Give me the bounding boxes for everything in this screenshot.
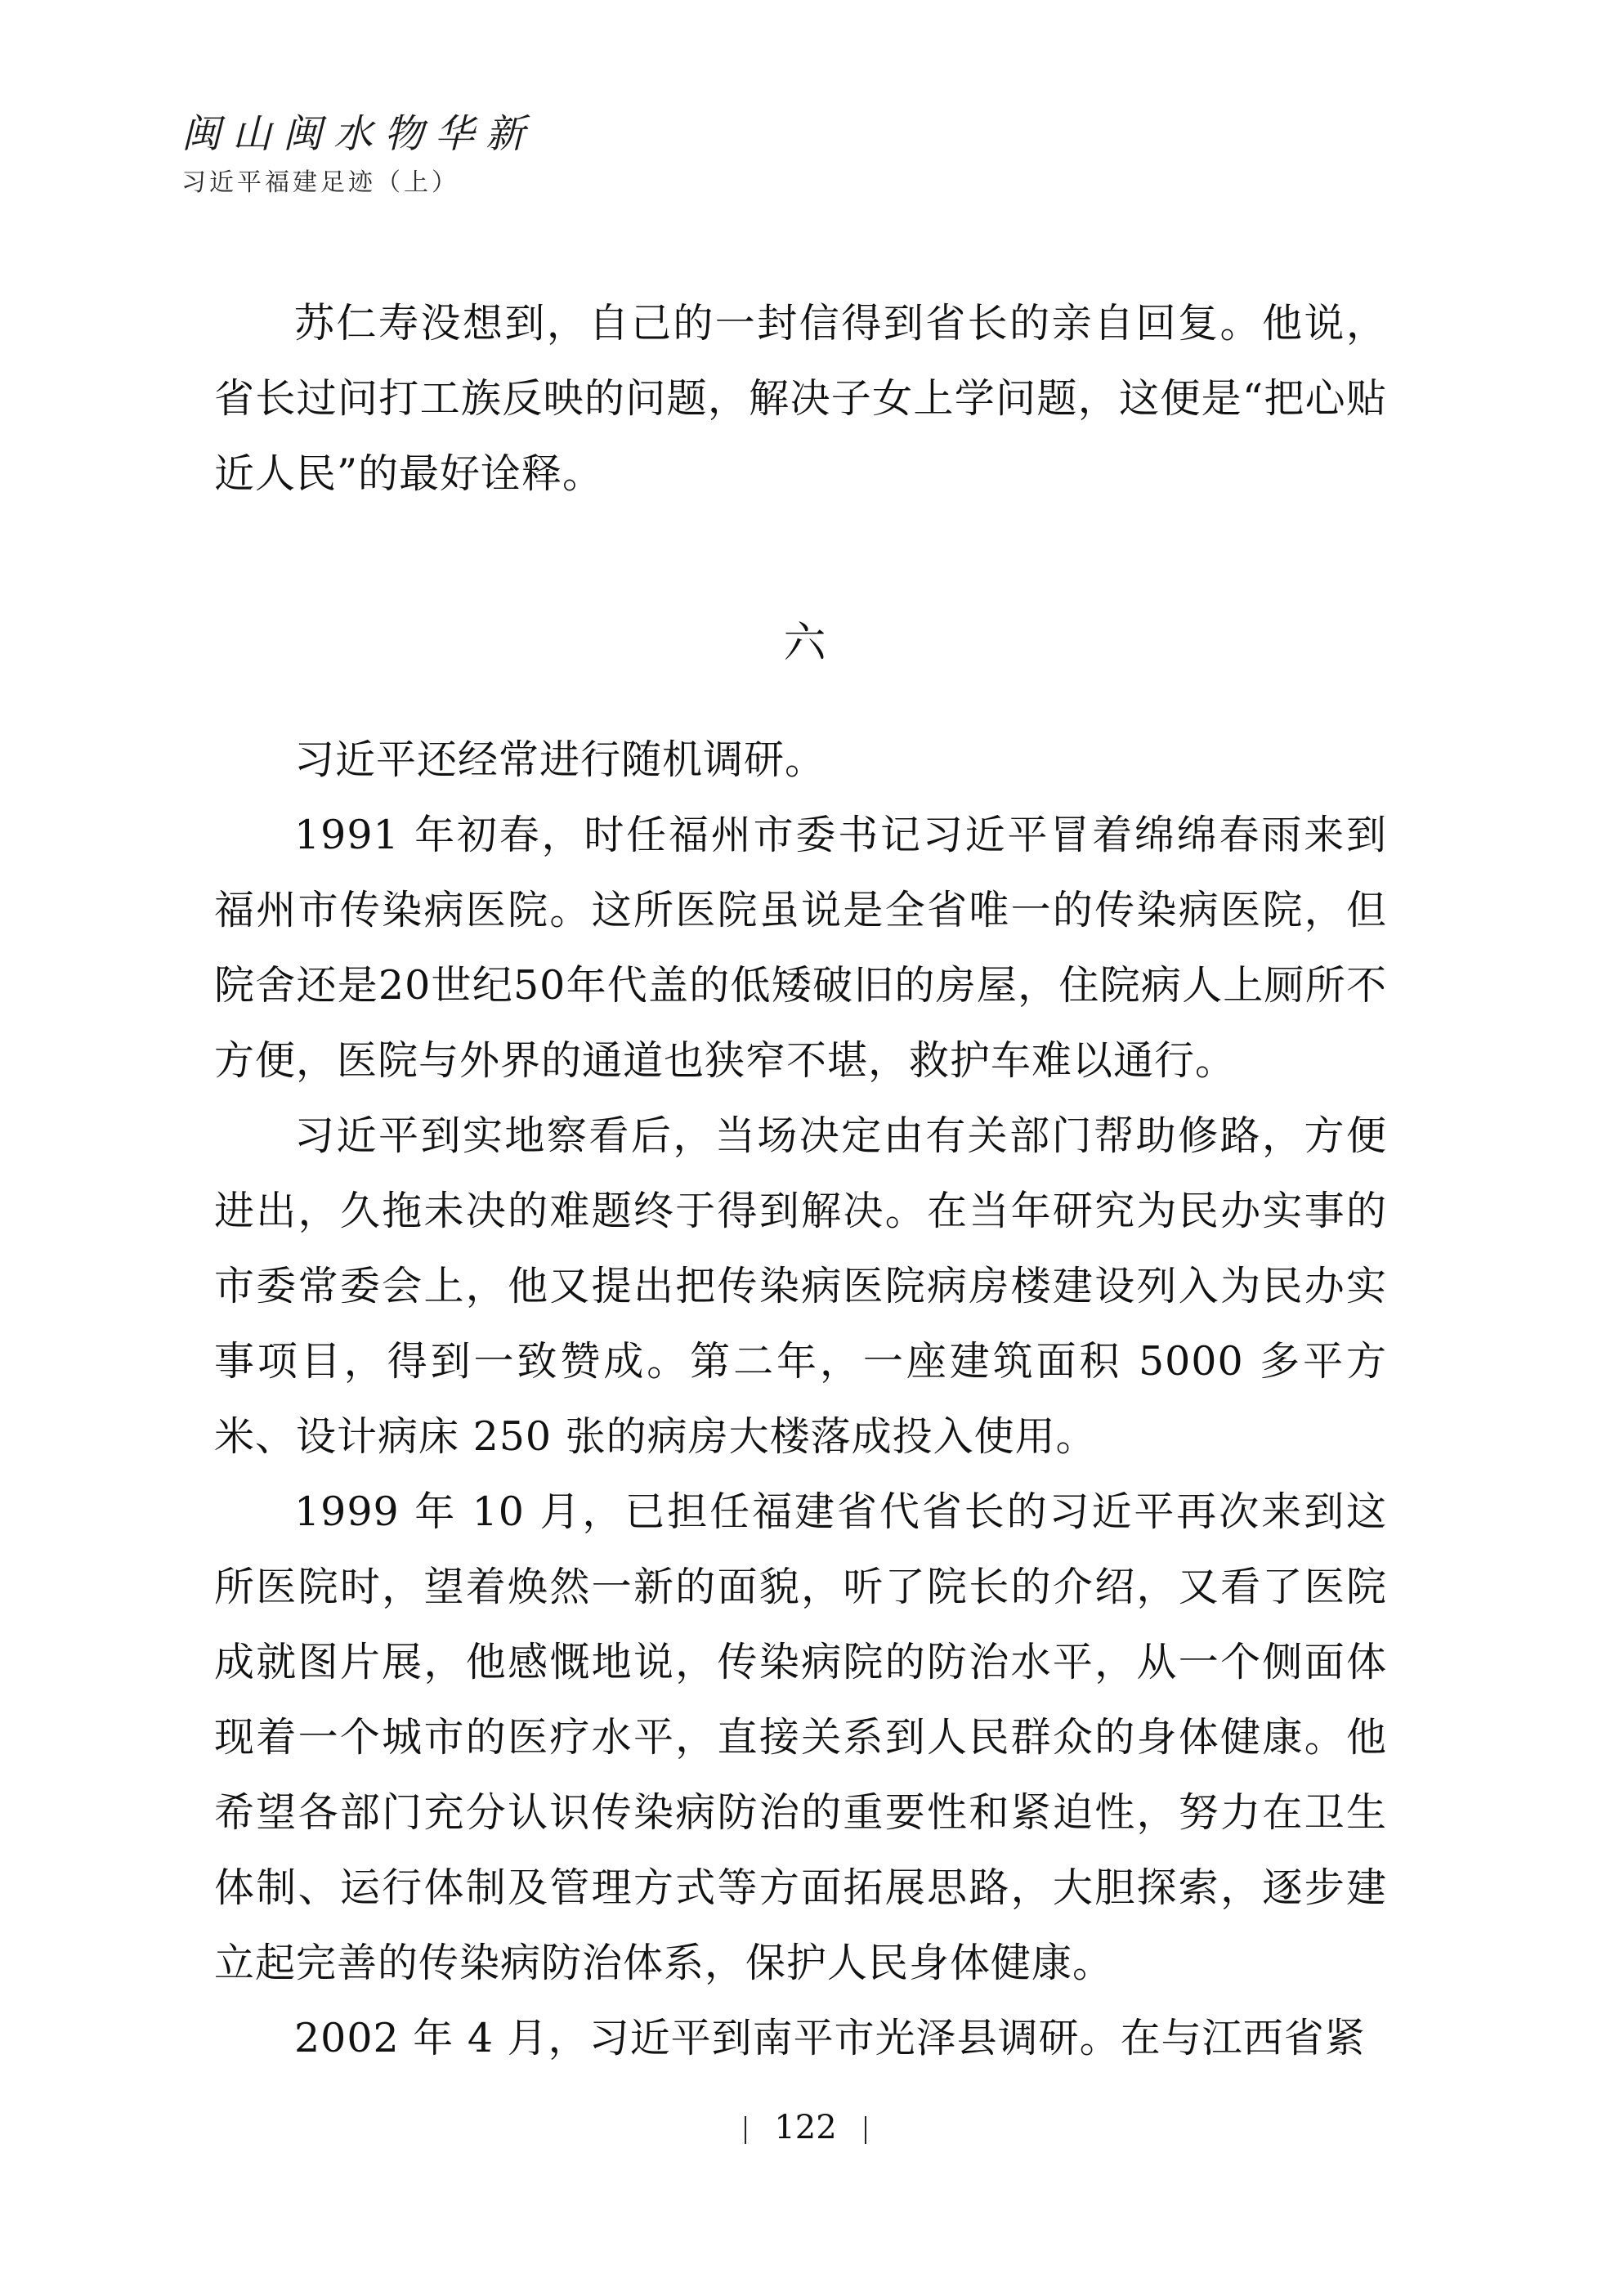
text-block-main (214, 723, 1387, 2076)
paragraph: 2002 年 4 月，习近平到南平市光泽县调研。在与江西省紧 (294, 2015, 1366, 2061)
paragraph: 习近平还经常进行随机调研。 (294, 736, 826, 783)
page-footer (0, 2107, 1611, 2148)
paragraph: 习近平到实地察看后，当场决定由有关部门帮助修路，方便进出，久拖未决的难题终于得到解决。在当年研究为民办实事的市委常委会上，他又提出把传染病医院病房楼建设列入为民办实事项目，得到一致赞成。第二年，一座建筑面积 5000 多平方米、设计病床 250 张的病房大楼落成投入使用。 (214, 1112, 1387, 1460)
folio-right-rule (865, 2116, 866, 2144)
folio-left-rule (745, 2116, 746, 2144)
page-number: 122 (774, 2109, 837, 2146)
running-head (181, 110, 536, 199)
paragraph: 1991 年初春，时任福州市委书记习近平冒着绵绵春雨来到福州市传染病医院。这所医院虽说是全省唯一的传染病医院，但院舍还是20世纪50年代盖的低矮破旧的房屋，住院病人上厕所不方便，医院与外界的通道也狭窄不堪，救护车难以通行。 (214, 812, 1387, 1084)
paragraph: 1999 年 10 月，已担任福建省代省长的习近平再次来到这所医院时，望着焕然一新的面貌，听了院长的介绍，又看了医院成就图片展，他感慨地说，传染病院的防治水平，从一个侧面体现着一个城市的医疗水平，直接关系到人民群众的身体健康。他希望各部门充分认识传染病防治的重要性和紧迫性，努力在卫生体制、运行体制及管理方式等方面拓展思路，大胆探索，逐步建立起完善的传染病防治体系，保护人民身体健康。 (214, 1488, 1387, 1986)
text-block-top (214, 286, 1387, 512)
series-title: 闽山闽水物华新 (181, 111, 537, 157)
section-heading: 六 (783, 619, 828, 668)
paragraph: 苏仁寿没想到，自己的一封信得到省长的亲自回复。他说，省长过问打工族反映的问题，解决子女上学问题，这便是“把心贴近人民”的最好诠释。 (214, 300, 1387, 497)
book-subtitle: 习近平福建足迹（上） (181, 168, 459, 197)
